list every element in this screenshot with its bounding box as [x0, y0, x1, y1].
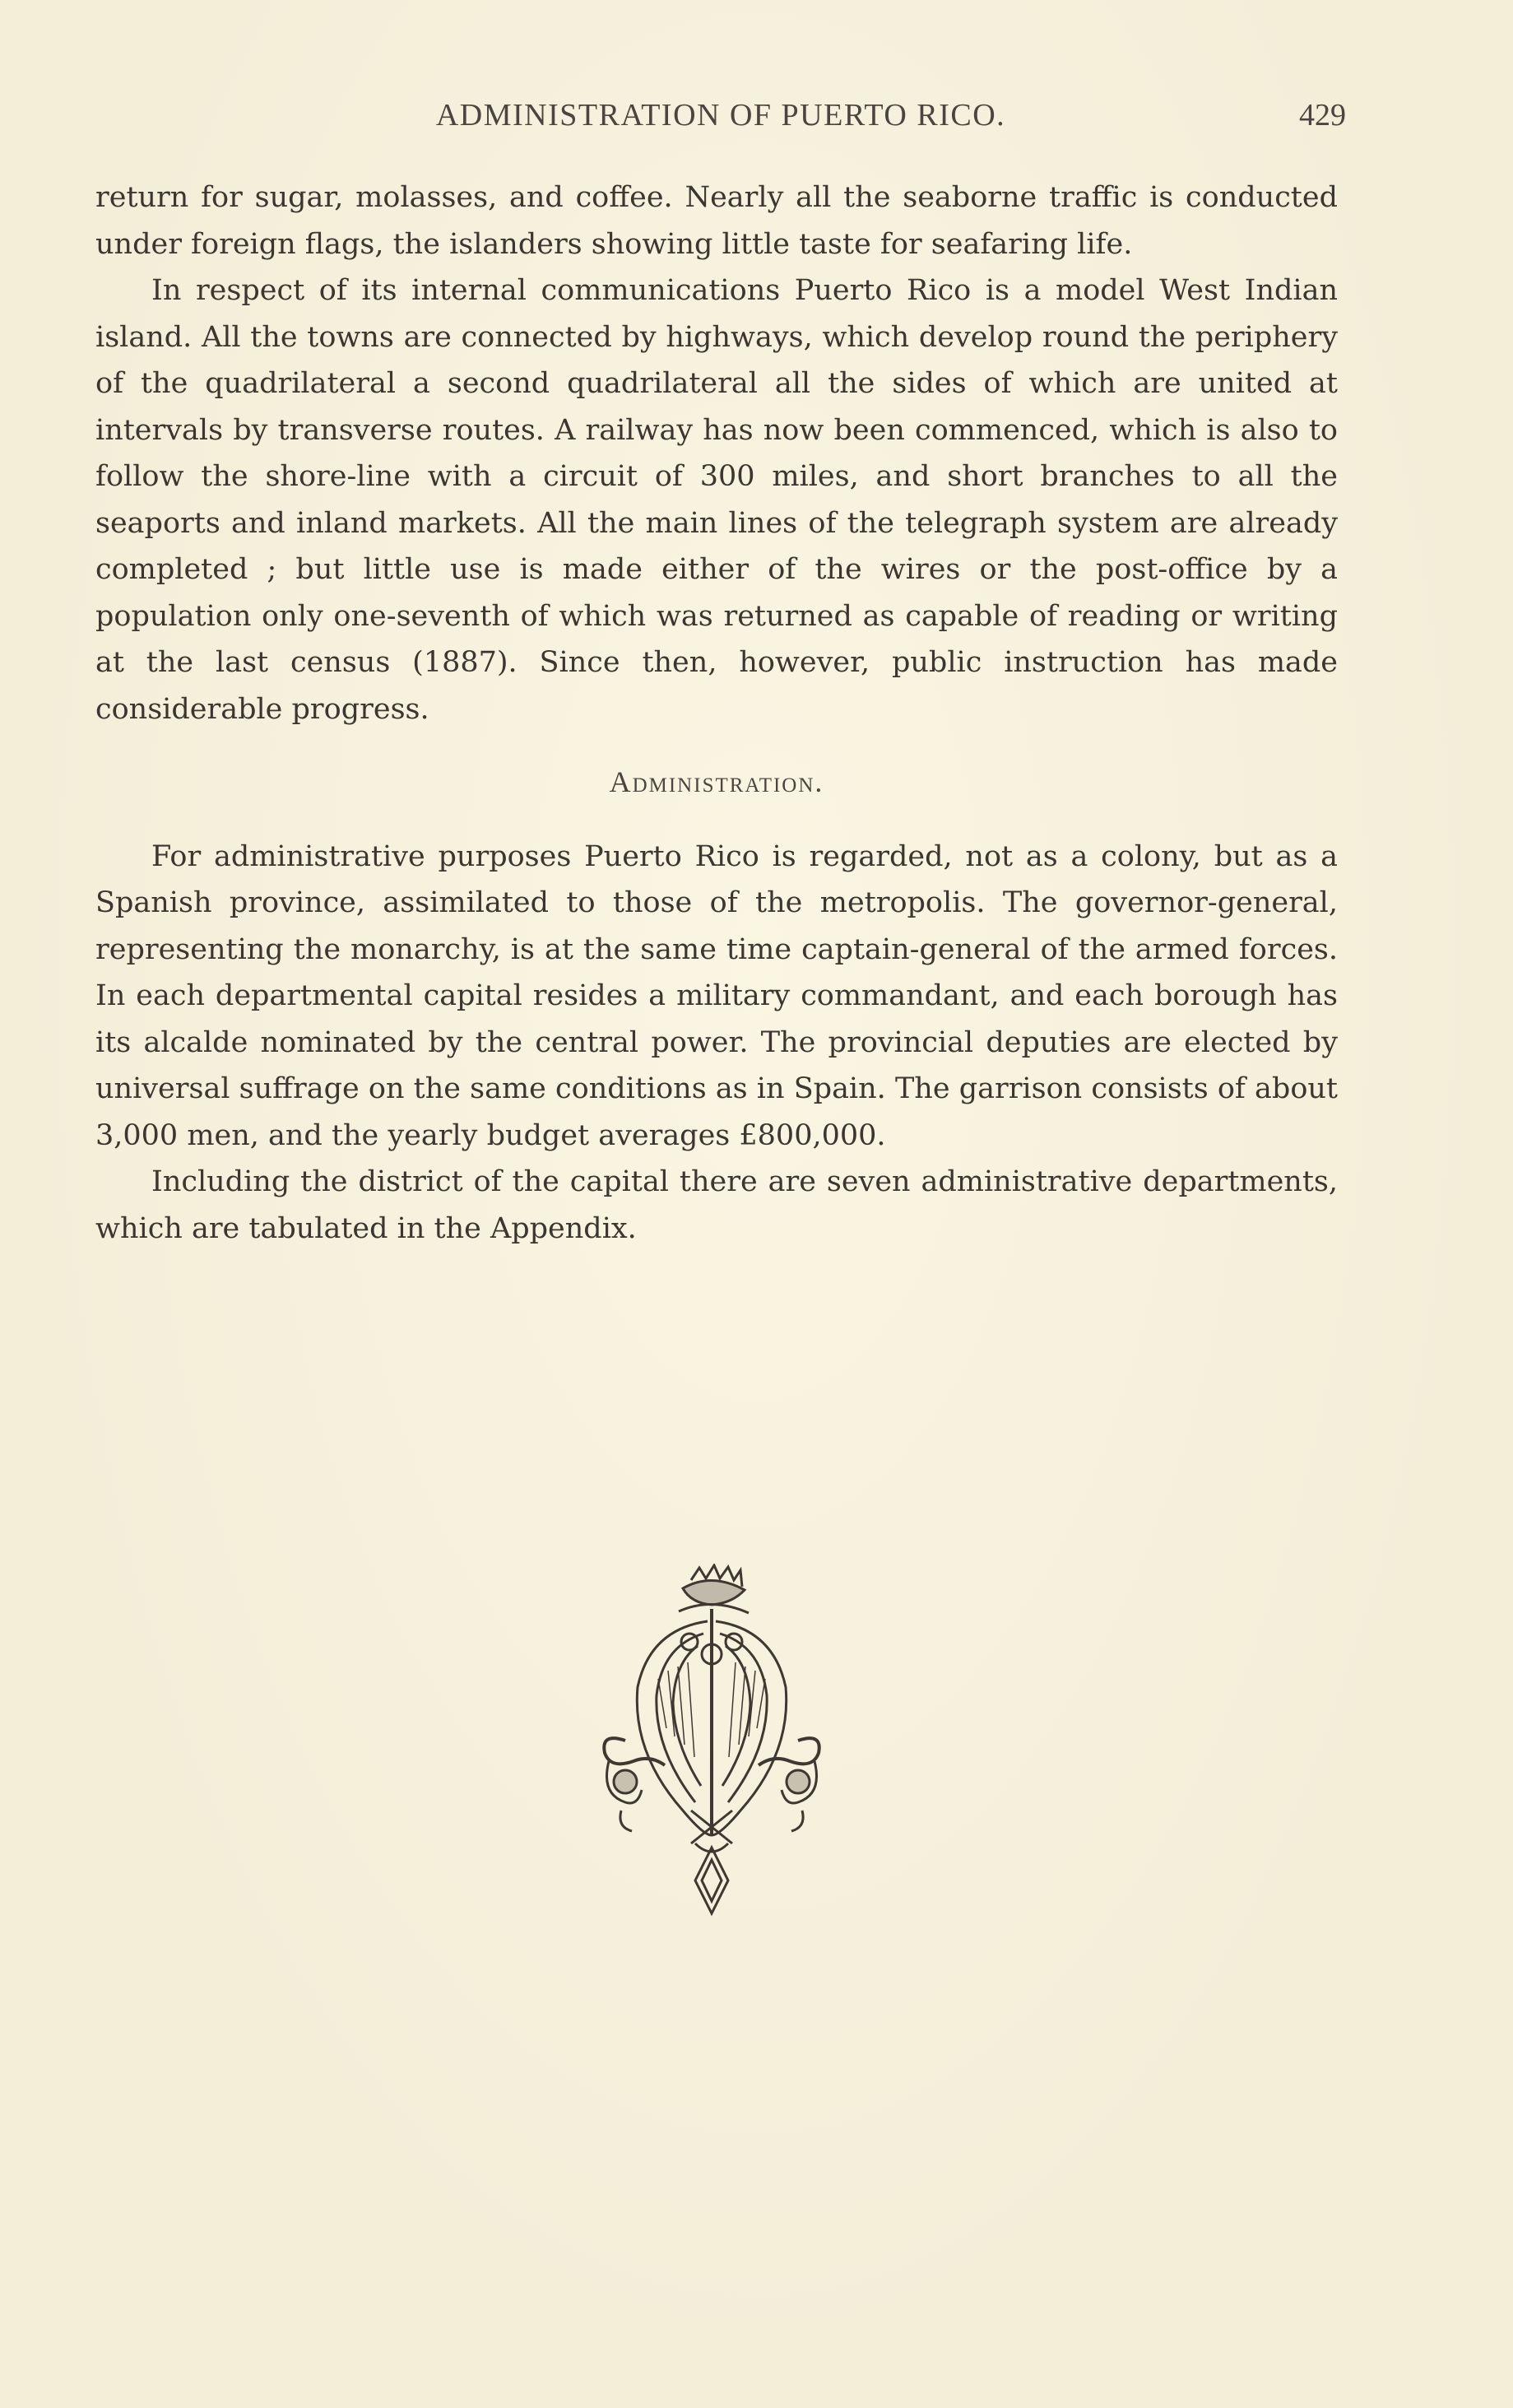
paragraph-administration: For administrative purposes Puerto Rico is regarded, not as a colony, but as a Spanish province, assimilated to those of the metropolis. The governor-general, representing the monarchy, is at the same time captain-general of the armed forces. In each departmental capital resides a military commandant, and each borough has its alcalde nominated by the central power. The provincial deputies are elected by universal suffrage on the same conditions as in Spain. The garrison consists of about 3,000 men, and the yearly budget averages £800,000.: [95, 839, 1338, 1152]
page-number: 429: [1299, 98, 1346, 132]
paragraph-communications: In respect of its internal communications Puerto Rico is a model West Indian island. All the towns are connected by highways, which develop round the periphery of the quadrilateral a second quadrilateral all the sides of which are united at intervals by transverse routes. A railway has now been commenced, which is also to follow the shore-line with a circuit of 300 miles, and short branches to all the seaports and inland markets. All the main lines of the telegraph system are already completed ; but little use is made either of the wires or the post-office by a population only one-seventh of which was returned as capable of reading or writing at the last census (1887). Since then, however, public instruction has made considerable progress.: [95, 274, 1338, 726]
running-head: [95, 97, 1346, 146]
section-heading: Administration.: [609, 765, 824, 798]
paragraph-continued: return for sugar, molasses, and coffee. Nearly all the seaborne traffic is conducted under foreign flags, the islanders showing little taste for seafaring life.: [95, 181, 1338, 261]
running-title: ADMINISTRATION OF PUERTO RICO.: [435, 98, 1006, 132]
body-text: [95, 174, 1338, 1252]
fleuron-ornament-icon: [592, 1564, 831, 1926]
paragraph-departments: Including the district of the capital there are seven administrative departments, which are tabulated in the Appendix.: [95, 1165, 1338, 1245]
